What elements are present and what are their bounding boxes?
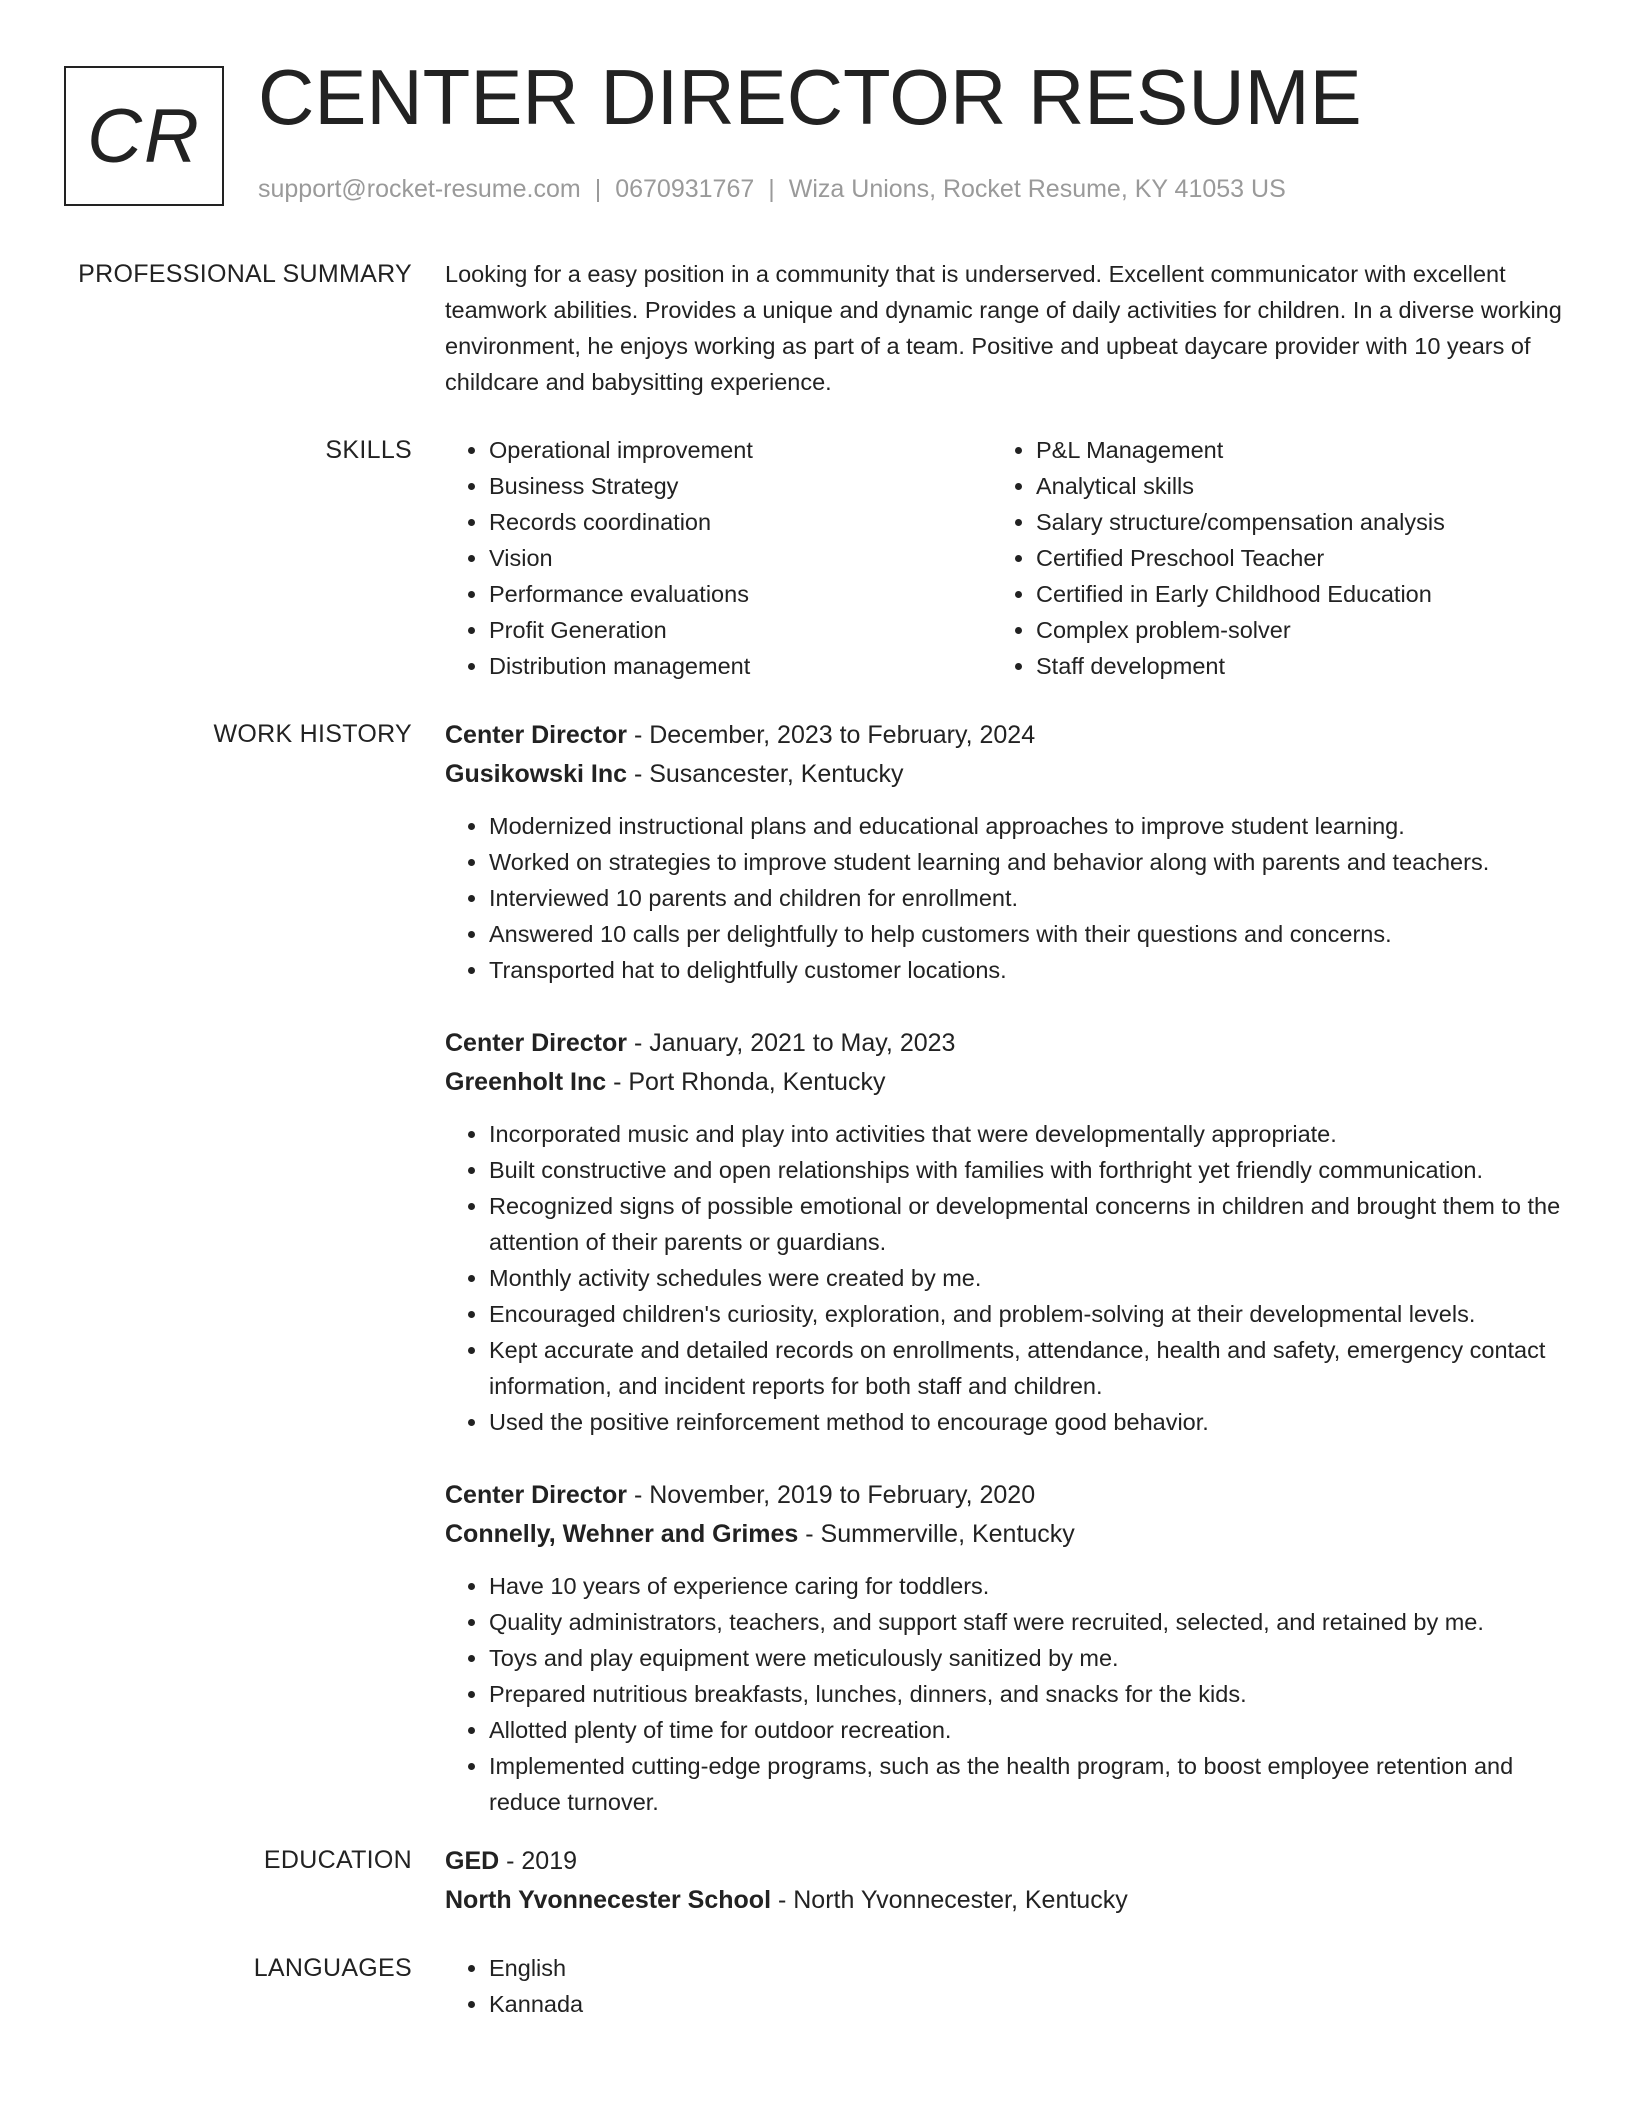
- job-bullet: • Interviewed 10 parents and children for enrollment.: [489, 880, 1563, 916]
- job-bullet: • Implemented cutting-edge programs, such as the health program, to boost employee retention and reduce turnover.: [489, 1748, 1563, 1820]
- summary-text: Looking for a easy position in a community that is underserved. Excellent communicator with excellent teamwork abilities. Provides a unique and dynamic range of daily activities for children. In a diverse working environment, he enjoys working as part of a team. Positive and upbeat daycare provider with 10 years of childcare and babysitting experience.: [445, 261, 1562, 395]
- job-bullets: [445, 1568, 1563, 1820]
- job-bullet: • Transported hat to delightfully customer locations.: [489, 952, 1563, 988]
- skill-item: • Certified in Early Childhood Education: [1036, 576, 1539, 612]
- job-bullet: • Worked on strategies to improve student learning and behavior along with parents and teachers.: [489, 844, 1563, 880]
- skill-item: • Records coordination: [489, 504, 992, 540]
- skill-item: • Salary structure/compensation analysis: [1036, 504, 1539, 540]
- job-title: Center Director: [445, 1029, 627, 1057]
- job-bullet: • Used the positive reinforcement method to encourage good behavior.: [489, 1404, 1563, 1440]
- contact-separator: |: [768, 175, 775, 203]
- job-bullet: • Modernized instructional plans and educational approaches to improve student learning.: [489, 808, 1563, 844]
- skill-item: • Staff development: [1036, 648, 1539, 684]
- skills-list-left: [445, 432, 992, 684]
- job-company-line: [445, 1515, 1563, 1554]
- education-location: - North Yvonnecester, Kentucky: [771, 1886, 1128, 1914]
- job-company: Gusikowski Inc: [445, 760, 628, 788]
- section-label-work-history: WORK HISTORY: [213, 720, 412, 748]
- education-school: North Yvonnecester School: [445, 1886, 772, 1914]
- language-item: • English: [489, 1950, 1563, 1986]
- job-title-line: [445, 1476, 1563, 1515]
- section-label-education: EDUCATION: [263, 1846, 412, 1874]
- job-dates: - December, 2023 to February, 2024: [627, 721, 1036, 749]
- job-bullets: [445, 1116, 1563, 1440]
- education-year: - 2019: [499, 1847, 578, 1875]
- job-company: Greenholt Inc: [445, 1068, 607, 1096]
- skills-list-right: [992, 432, 1539, 684]
- summary-body: [445, 256, 1563, 400]
- contact-address: Wiza Unions, Rocket Resume, KY 41053 US: [788, 175, 1286, 203]
- job-company: Connelly, Wehner and Grimes: [445, 1520, 799, 1548]
- job-company-line: [445, 755, 1563, 794]
- skill-item: • Distribution management: [489, 648, 992, 684]
- skill-item: • Certified Preschool Teacher: [1036, 540, 1539, 576]
- skill-item: • Operational improvement: [489, 432, 992, 468]
- monogram-logo: CR: [64, 66, 224, 206]
- job-bullet: • Encouraged children's curiosity, exploration, and problem-solving at their developmental levels.: [489, 1296, 1563, 1332]
- job-bullet: • Built constructive and open relationships with families with forthright yet friendly communication.: [489, 1152, 1563, 1188]
- education-degree: GED: [445, 1847, 500, 1875]
- job-title: Center Director: [445, 721, 627, 749]
- contact-separator: |: [594, 175, 602, 203]
- job-dates: - January, 2021 to May, 2023: [627, 1029, 956, 1057]
- skill-item: • Business Strategy: [489, 468, 992, 504]
- job-title: Center Director: [445, 1481, 627, 1509]
- skill-item: • Analytical skills: [1036, 468, 1539, 504]
- section-label-languages: LANGUAGES: [253, 1954, 412, 1982]
- skills-body: [445, 432, 1563, 684]
- job-location: - Port Rhonda, Kentucky: [606, 1068, 886, 1096]
- job-bullet: • Kept accurate and detailed records on enrollments, attendance, health and safety, emergency contact information, and incident reports for both staff and children.: [489, 1332, 1563, 1404]
- resume-title: CENTER DIRECTOR RESUME: [258, 53, 1362, 141]
- job-bullet: • Answered 10 calls per delightfully to help customers with their questions and concerns.: [489, 916, 1563, 952]
- job-bullet: • Incorporated music and play into activities that were developmentally appropriate.: [489, 1116, 1563, 1152]
- skill-item: • Complex problem-solver: [1036, 612, 1539, 648]
- skill-item: • Performance evaluations: [489, 576, 992, 612]
- contact-email[interactable]: support@rocket-resume.com: [258, 175, 581, 203]
- job-bullet: • Recognized signs of possible emotional or developmental concerns in children and brought them to the attention of their parents or guardians.: [489, 1188, 1563, 1260]
- contact-phone[interactable]: 0670931767: [615, 175, 755, 203]
- education-degree-line: [445, 1842, 1563, 1881]
- education-body: [445, 1842, 1563, 1920]
- job-company-line: [445, 1063, 1563, 1102]
- job-entry: [445, 1024, 1563, 1440]
- skill-item: • Profit Generation: [489, 612, 992, 648]
- work-history-body: [445, 716, 1563, 1856]
- skill-item: • P&L Management: [1036, 432, 1539, 468]
- section-label-skills: SKILLS: [325, 436, 412, 464]
- job-location: - Susancester, Kentucky: [627, 760, 904, 788]
- job-location: - Summerville, Kentucky: [798, 1520, 1075, 1548]
- job-bullet: • Quality administrators, teachers, and support staff were recruited, selected, and retained by me.: [489, 1604, 1563, 1640]
- language-item: • Kannada: [489, 1986, 1563, 2022]
- job-title-line: [445, 1024, 1563, 1063]
- job-dates: - November, 2019 to February, 2020: [627, 1481, 1036, 1509]
- job-bullet: • Allotted plenty of time for outdoor recreation.: [489, 1712, 1563, 1748]
- job-bullet: • Prepared nutritious breakfasts, lunches, dinners, and snacks for the kids.: [489, 1676, 1563, 1712]
- skill-item: • Vision: [489, 540, 992, 576]
- job-title-line: [445, 716, 1563, 755]
- job-bullets: [445, 808, 1563, 988]
- languages-list: [445, 1950, 1563, 2022]
- job-entry: [445, 716, 1563, 988]
- job-bullet: • Have 10 years of experience caring for toddlers.: [489, 1568, 1563, 1604]
- education-school-line: [445, 1881, 1563, 1920]
- section-label-summary: PROFESSIONAL SUMMARY: [78, 260, 412, 288]
- job-bullet: • Monthly activity schedules were created by me.: [489, 1260, 1563, 1296]
- languages-body: [445, 1950, 1563, 2022]
- contact-line: [258, 175, 1286, 204]
- job-entry: [445, 1476, 1563, 1820]
- job-bullet: • Toys and play equipment were meticulously sanitized by me.: [489, 1640, 1563, 1676]
